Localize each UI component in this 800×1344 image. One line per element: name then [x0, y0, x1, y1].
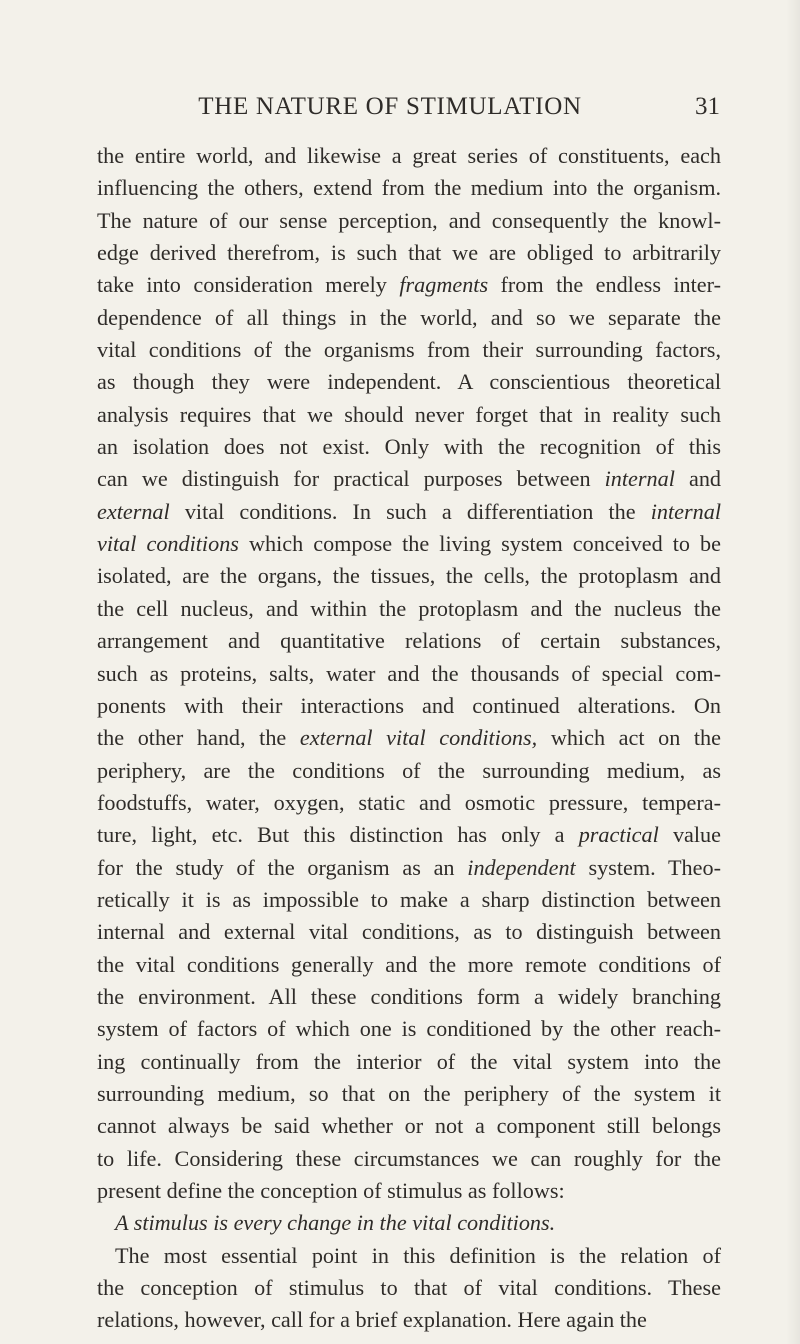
text-line: an isolation does not exist. Only with the recognition of this	[97, 434, 721, 460]
text-line: periphery, are the conditions of the surrounding medium, as	[97, 757, 721, 783]
italic-emphasis: external vital conditions,	[299, 725, 538, 751]
body-text	[97, 140, 721, 1337]
text-line: present define the conception of stimulus as follows:	[97, 1178, 565, 1203]
italic-emphasis: independent	[467, 854, 576, 880]
text-line: relations, however, call for a brief explanation. Here again the	[97, 1307, 647, 1333]
text-line: vital conditions of the organisms from their surrounding factors,	[97, 337, 721, 363]
text-line: internal and external vital conditions, as to distinguish between	[97, 919, 721, 945]
text-line: dependence of all things in the world, and so we separate the	[97, 304, 721, 330]
text-line: the environment. All these conditions form a widely branching	[97, 983, 721, 1009]
text-line: surrounding medium, so that on the periphery of the system it	[97, 1080, 721, 1106]
italic-emphasis: internal	[604, 466, 675, 492]
italic-emphasis: practical	[578, 822, 659, 848]
text-line: take into consideration merely fragments from the endless inter-	[97, 272, 721, 298]
page-edge-shadow	[786, 0, 800, 1344]
text-line: isolated, are the organs, the tissues, the cells, the protoplasm and	[97, 563, 721, 589]
text-line: such as proteins, salts, water and the thousands of special com-	[97, 660, 721, 686]
italic-emphasis: fragments	[399, 272, 489, 298]
text-line: edge derived therefrom, is such that we are obliged to arbitrarily	[97, 240, 721, 266]
page-number: 31	[695, 93, 720, 120]
italic-emphasis: vital conditions	[97, 531, 239, 557]
text-line: as though they were independent. A conscientious theoretical	[97, 369, 721, 395]
running-title: THE NATURE OF STIMULATION	[198, 93, 582, 120]
text-line: foodstuffs, water, oxygen, static and osmotic pressure, tempera-	[97, 789, 721, 815]
text-line: system of factors of which one is conditioned by the other reach-	[97, 1016, 721, 1042]
text-line	[97, 1207, 721, 1239]
text-line: external vital conditions. In such a differentiation the internal	[97, 498, 721, 524]
text-line: analysis requires that we should never forget that in reality such	[97, 401, 721, 427]
page-header	[100, 92, 720, 126]
text-line: ture, light, etc. But this distinction has only a practical value	[97, 822, 721, 848]
text-line: for the study of the organism as an independent system. Theo-	[97, 854, 721, 880]
text-line: cannot always be said whether or not a component still belongs	[97, 1113, 721, 1139]
text-line: ing continually from the interior of the vital system into the	[97, 1048, 721, 1074]
text-line: the cell nucleus, and within the protoplasm and the nucleus the	[97, 595, 721, 621]
text-line: ponents with their interactions and continued alterations. On	[97, 692, 721, 718]
text-line: arrangement and quantitative relations of certain substances,	[97, 628, 721, 654]
italic-emphasis: A stimulus is every change in the vital conditions.	[115, 1210, 556, 1236]
text-line: retically it is as impossible to make a sharp distinction between	[97, 886, 721, 912]
text-line: to life. Considering these circumstances we can roughly for the	[97, 1145, 721, 1171]
italic-emphasis: internal	[650, 498, 721, 524]
text-line: the entire world, and likewise a great series of constituents, each	[97, 143, 721, 168]
text-line: the vital conditions generally and the more remote conditions of	[97, 951, 721, 977]
text-line: the other hand, the external vital conditions, which act on the	[97, 725, 721, 751]
text-line: The nature of our sense perception, and consequently the knowl-	[97, 207, 721, 233]
text-line: vital conditions which compose the living system conceived to be	[97, 531, 721, 557]
text-line: influencing the others, extend from the medium into the organism.	[97, 175, 721, 201]
italic-emphasis: external	[97, 498, 170, 524]
text-line: can we distinguish for practical purposes between internal and	[97, 466, 722, 492]
text-line: the conception of stimulus to that of vital conditions. These	[97, 1275, 721, 1301]
text-line: The most essential point in this definition is the relation of	[115, 1242, 721, 1268]
